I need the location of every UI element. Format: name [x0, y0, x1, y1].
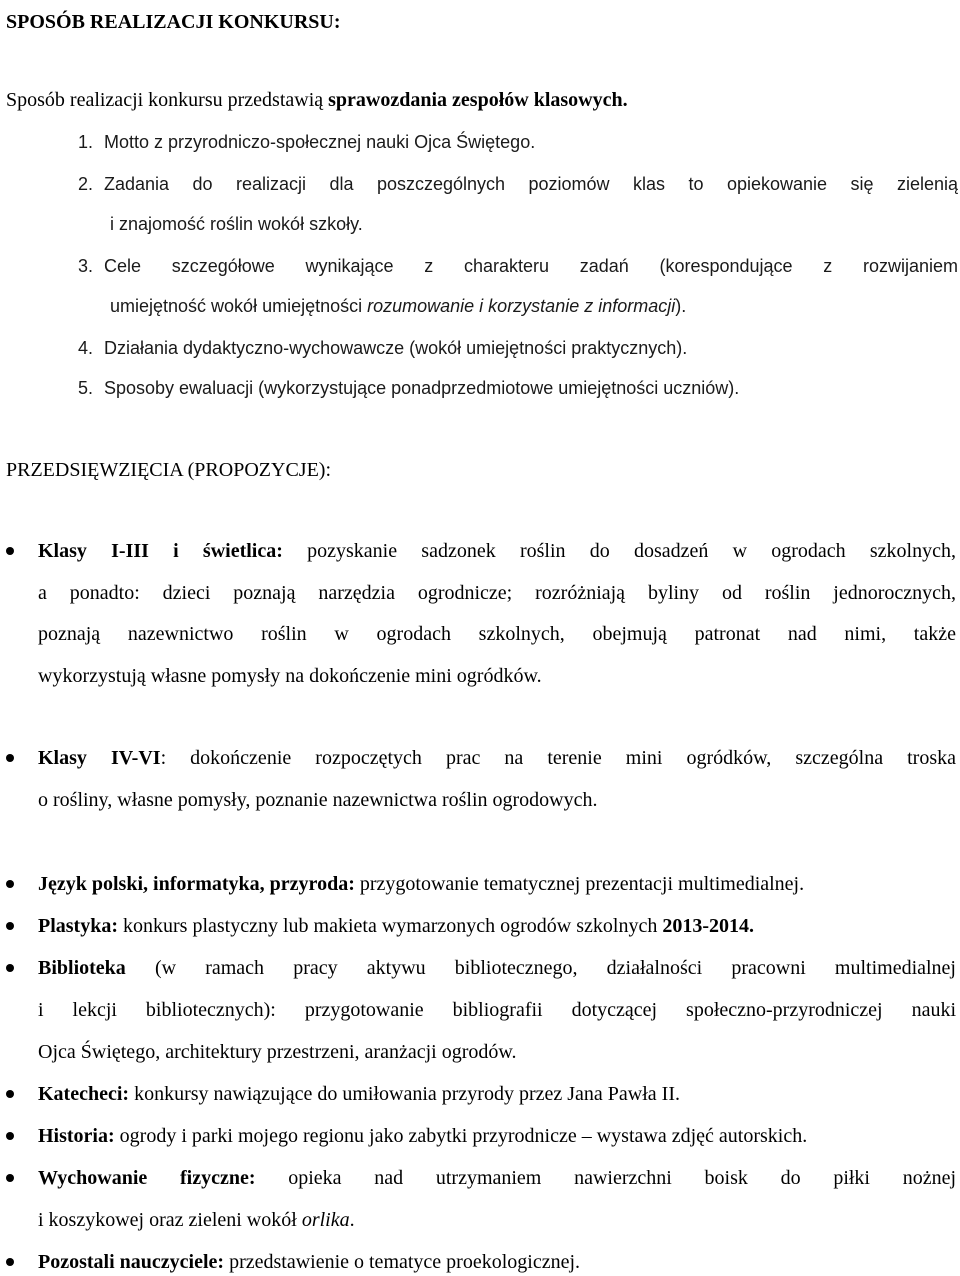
list-item-5 — [78, 376, 739, 400]
list-item-text: Zadania do realizacji dla poszczególnych poziomów klas to opiekowanie się zielenią — [104, 174, 958, 194]
list-number: 5. — [78, 378, 94, 398]
jezyk-polski-text: przygotowanie tematycznej prezentacji multimedialnej. — [354, 873, 805, 895]
bullet-icon — [6, 964, 14, 972]
klasy-1-3-label: Klasy I-III i świetlica: — [38, 540, 283, 562]
bullet-icon — [6, 547, 14, 555]
katecheci-item — [38, 1082, 680, 1106]
klasy-4-6-label: Klasy IV-VI — [38, 747, 161, 769]
klasy-1-3-line-1 — [38, 539, 956, 563]
pozostali-item — [38, 1250, 580, 1274]
biblioteka-line-1 — [38, 956, 956, 980]
plastyka-label: Plastyka: — [38, 915, 118, 937]
pozostali-text: przedstawienie o tematyce proekologicznej. — [224, 1251, 581, 1273]
section-heading-przedsiewziecia: PRZEDSIĘWZIĘCIA (PROPOZYCJE): — [6, 459, 331, 481]
biblioteka-label: Biblioteka — [38, 957, 126, 979]
list-item-2-line-1 — [78, 172, 958, 196]
bullet-icon — [6, 1090, 14, 1098]
wf-text-end: . — [349, 1209, 355, 1231]
historia-item — [38, 1124, 807, 1148]
wf-text: opieka nad utrzymaniem nawierzchni boisk do piłki nożnej — [255, 1167, 957, 1189]
intro-paragraph — [6, 88, 628, 112]
list-item-4 — [78, 336, 687, 360]
list-item-text: Cele szczegółowe wynikające z charakteru zadań (korespondujące z rozwijaniem — [104, 256, 958, 276]
klasy-1-3-line-2: a ponadto: dzieci poznają narzędzia ogrodnicze; rozróżniają byliny od roślin jednorocznych, — [38, 582, 956, 604]
wf-text-2: i koszykowej oraz zieleni wokół — [38, 1209, 302, 1231]
wf-italic-text: orlika — [301, 1209, 350, 1231]
katecheci-text: konkursy nawiązujące do umiłowania przyrody przez Jana Pawła II. — [129, 1083, 680, 1105]
jezyk-polski-item — [38, 872, 804, 896]
list-item-text: umiejętność wokół umiejętności — [110, 296, 368, 316]
intro-bold-text: sprawozdania zespołów klasowych. — [328, 89, 628, 111]
list-item-text: Sposoby ewaluacji (wykorzystujące ponadprzedmiotowe umiejętności uczniów). — [104, 378, 740, 398]
pozostali-label: Pozostali nauczyciele: — [38, 1251, 225, 1273]
jezyk-polski-label: Język polski, informatyka, przyroda: — [38, 873, 355, 895]
bullet-icon — [6, 922, 14, 930]
bullet-icon — [6, 754, 14, 762]
intro-text: Sposób realizacji konkursu przedstawią — [6, 89, 329, 111]
biblioteka-text: (w ramach pracy aktywu bibliotecznego, działalności pracowni multimedialnej — [125, 957, 956, 979]
list-item-text: Działania dydaktyczno-wychowawcze (wokół umiejętności praktycznych). — [104, 338, 688, 358]
klasy-1-3-text: pozyskanie sadzonek roślin do dosadzeń w ogrodach szkolnych, — [282, 540, 956, 562]
list-item-italic-text: rozumowanie i korzystanie z informacji — [367, 296, 676, 316]
historia-label: Historia: — [38, 1125, 115, 1147]
historia-text: ogrody i parki mojego regionu jako zabytki przyrodnicze – wystawa zdjęć autorskich. — [114, 1125, 808, 1147]
wf-line-2 — [38, 1208, 355, 1232]
list-item-1 — [78, 130, 535, 154]
list-item-3-line-2 — [110, 294, 686, 318]
bullet-icon — [6, 1174, 14, 1182]
klasy-4-6-line-2: o rośliny, własne pomysły, poznanie nazewnictwa roślin ogrodowych. — [38, 789, 598, 811]
list-item-3-line-1 — [78, 254, 958, 278]
list-item-text: Motto z przyrodniczo-społecznej nauki Ojca Świętego. — [104, 132, 536, 152]
plastyka-item — [38, 914, 754, 938]
biblioteka-line-3: Ojca Świętego, architektury przestrzeni, aranżacji ogrodów. — [38, 1041, 517, 1063]
bullet-icon — [6, 1132, 14, 1140]
bullet-icon — [6, 880, 14, 888]
klasy-4-6-text: : dokończenie rozpoczętych prac na terenie mini ogródków, szczególna troska — [160, 747, 956, 769]
biblioteka-line-2: i lekcji bibliotecznych): przygotowanie bibliografii dotyczącej społeczno-przyrodniczej nauki — [38, 999, 956, 1021]
list-number: 2. — [78, 174, 94, 194]
wf-label: Wychowanie fizyczne: — [38, 1167, 256, 1189]
klasy-1-3-line-4: wykorzystują własne pomysły na dokończenie mini ogródków. — [38, 665, 542, 687]
bullet-icon — [6, 1258, 14, 1266]
plastyka-text: konkurs plastyczny lub makieta wymarzonych ogrodów szkolnych — [118, 915, 663, 937]
list-number: 1. — [78, 132, 94, 152]
list-item-2-line-2: i znajomość roślin wokół szkoły. — [110, 214, 363, 234]
klasy-1-3-line-3: poznają nazewnictwo roślin w ogrodach szkolnych, obejmują patronat nad nimi, także — [38, 623, 956, 645]
list-number: 3. — [78, 256, 94, 276]
katecheci-label: Katecheci: — [38, 1083, 130, 1105]
wf-line-1 — [38, 1166, 956, 1190]
plastyka-year: 2013-2014. — [662, 915, 754, 937]
section-heading-realizacja: SPOSÓB REALIZACJI KONKURSU: — [6, 11, 341, 33]
list-item-text-end: ). — [675, 296, 687, 316]
klasy-4-6-line-1 — [38, 746, 956, 770]
list-number: 4. — [78, 338, 94, 358]
